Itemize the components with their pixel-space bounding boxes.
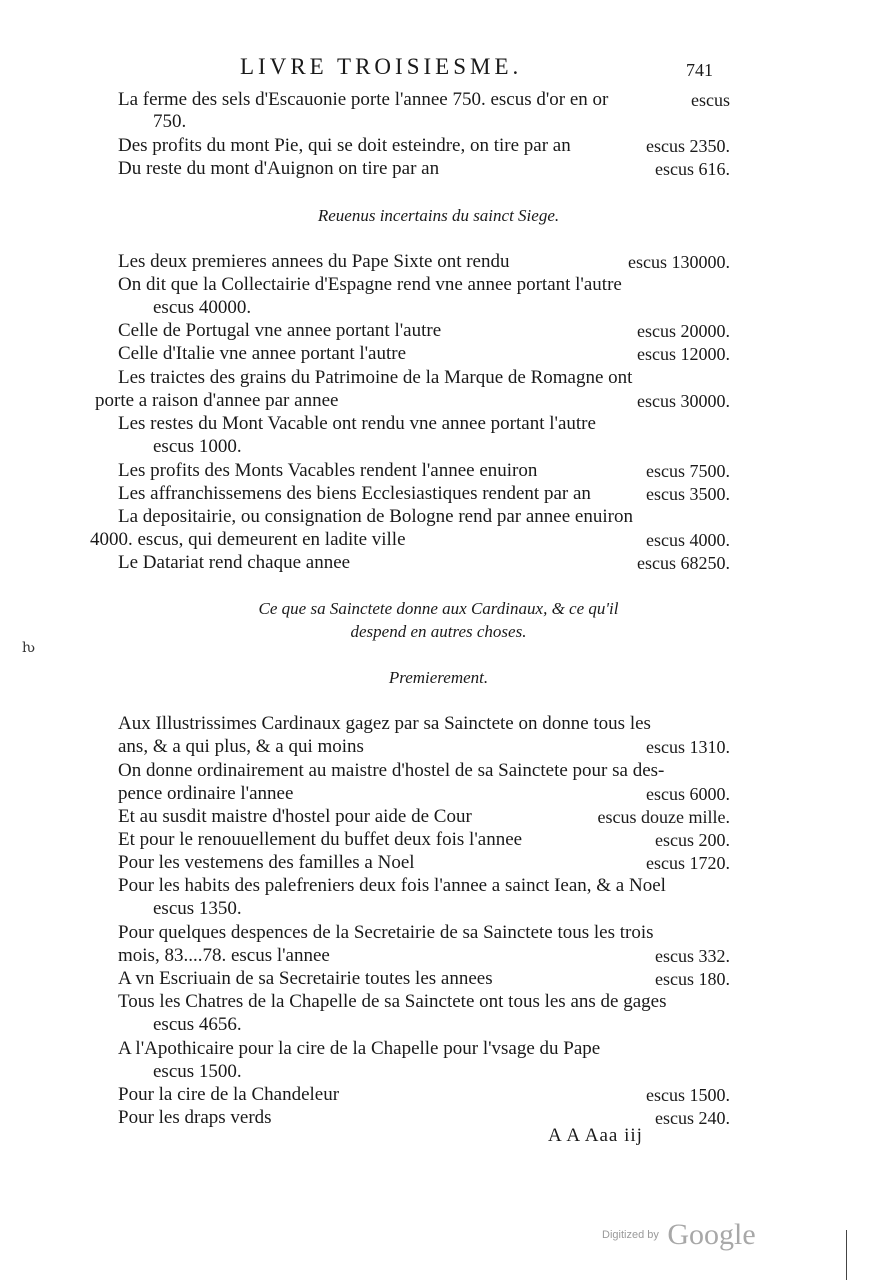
amount: escus 6000. (646, 784, 730, 804)
amount: escus 332. (655, 946, 730, 966)
amount: escus 3500. (646, 484, 730, 504)
text-line: Les affranchissemens des biens Ecclesiastiques rendent par an (118, 483, 591, 504)
margin-mark: ƕ (22, 640, 36, 656)
amount: escus 68250. (637, 553, 730, 573)
text-line: 750. (153, 111, 187, 132)
text-line: mois, 83....78. escus l'annee (118, 945, 330, 966)
google-logo: Google (667, 1218, 756, 1251)
amount: escus 12000. (637, 344, 730, 364)
text-line: Les restes du Mont Vacable ont rendu vne annee portant l'autre (118, 413, 596, 434)
text-line: porte a raison d'annee par annee (95, 390, 339, 411)
text-line: Celle de Portugal vne annee portant l'autre (118, 320, 442, 341)
amount: escus 2350. (646, 136, 730, 156)
amount: escus douze mille. (597, 807, 730, 827)
text-line: Et pour le renouuellement du buffet deux fois l'annee (118, 829, 523, 850)
text-line: Celle d'Italie vne annee portant l'autre (118, 343, 407, 364)
amount: escus 4000. (646, 530, 730, 550)
text-line: escus 4656. (153, 1014, 242, 1035)
amount: escus 130000. (628, 252, 730, 272)
section-heading: Premierement. (388, 668, 489, 687)
text-line: Du reste du mont d'Auignon on tire par an (118, 158, 440, 179)
text-line: On donne ordinairement au maistre d'hostel de sa Sainctete pour sa des- (118, 760, 665, 781)
text-line: Le Datariat rend chaque annee (118, 552, 351, 573)
text-line: A l'Apothicaire pour la cire de la Chapelle pour l'vsage du Pape (118, 1038, 601, 1059)
amount: escus 1500. (646, 1085, 730, 1105)
amount: escus 1310. (646, 737, 730, 757)
page-header (0, 54, 877, 84)
text-line: Pour les vestemens des familles a Noel (118, 852, 415, 873)
text-line: Les traictes des grains du Patrimoine de la Marque de Romagne ont (118, 367, 633, 388)
running-head: LIVRE TROISIESME. (240, 54, 523, 79)
text-line: escus 1000. (153, 436, 242, 457)
text-line: Pour la cire de la Chandeleur (118, 1084, 340, 1105)
text-line: ans, & a qui plus, & a qui moins (118, 736, 364, 757)
amount: escus 180. (655, 969, 730, 989)
text-line: pence ordinaire l'annee (118, 783, 294, 804)
amount: escus 240. (655, 1108, 730, 1128)
text-line: Les deux premieres annees du Pape Sixte ont rendu (118, 251, 510, 272)
text-line: Des profits du mont Pie, qui se doit esteindre, on tire par an (118, 135, 571, 156)
amount: escus (691, 90, 730, 110)
amount: escus 616. (655, 159, 730, 179)
section-heading: Ce que sa Sainctete donne aux Cardinaux, & ce qu'il (258, 599, 619, 618)
section-heading: Reuenus incertains du sainct Siege. (317, 206, 560, 225)
amount: escus 1720. (646, 853, 730, 873)
amount: escus 200. (655, 830, 730, 850)
text-line: Les profits des Monts Vacables rendent l'annee enuiron (118, 460, 538, 481)
text-line: escus 1350. (153, 898, 242, 919)
text-line: 4000. escus, qui demeurent en ladite ville (90, 529, 406, 550)
section-heading: despend en autres choses. (350, 622, 527, 641)
edge-rule (846, 1230, 847, 1280)
text-line: escus 40000. (153, 297, 252, 318)
text-line: Pour les habits des palefreniers deux fois l'annee a sainct Iean, & a Noel (118, 875, 666, 896)
amount: escus 30000. (637, 391, 730, 411)
text-line: Et au susdit maistre d'hostel pour aide de Cour (118, 806, 472, 827)
text-line: La depositairie, ou consignation de Bologne rend par annee enuiron (118, 506, 633, 527)
text-line: A vn Escriuain de sa Secretairie toutes les annees (118, 968, 493, 989)
watermark-caption: Digitized by (602, 1229, 659, 1241)
text-line: Pour les draps verds (118, 1107, 272, 1128)
page-number: 741 (686, 60, 713, 80)
text-line: escus 1500. (153, 1061, 242, 1082)
amount: escus 7500. (646, 461, 730, 481)
text-line: La ferme des sels d'Escauonie porte l'annee 750. escus d'or en or (118, 89, 609, 110)
amount: escus 20000. (637, 321, 730, 341)
text-line: On dit que la Collectairie d'Espagne rend vne annee portant l'autre (118, 274, 622, 295)
digitized-watermark (602, 1218, 756, 1258)
text-line: Pour quelques despences de la Secretairie de sa Sainctete tous les trois (118, 922, 654, 943)
text-line: Aux Illustrissimes Cardinaux gagez par sa Sainctete on donne tous les (118, 713, 651, 734)
text-line: Tous les Chatres de la Chapelle de sa Sainctete ont tous les ans de gages (118, 991, 667, 1012)
signature-mark: A A Aaa iij (548, 1125, 643, 1146)
